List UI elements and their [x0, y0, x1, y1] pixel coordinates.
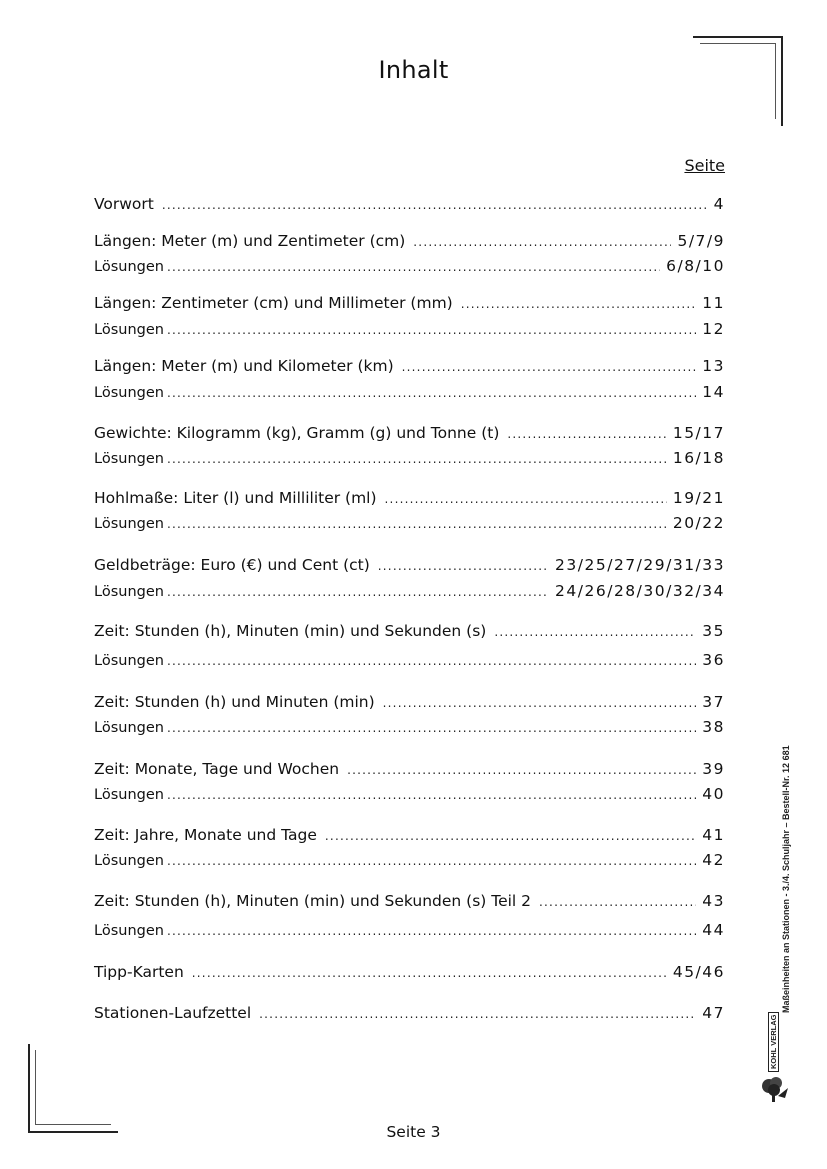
toc-label: Lösungen — [94, 584, 164, 600]
side-order-info: Maßeinheiten an Stationen - 3./4. Schuljahr – Bestell-Nr. 12 681 — [781, 745, 791, 1013]
toc-page: 41 — [702, 826, 725, 844]
toc-leader — [494, 625, 696, 639]
toc-entry[interactable] — [94, 622, 725, 644]
toc-leader — [539, 895, 696, 909]
toc-leader — [325, 829, 696, 843]
toc-page: 39 — [702, 760, 725, 778]
toc-page: 4 — [713, 195, 725, 213]
toc-entry[interactable] — [94, 514, 725, 536]
toc-leader — [413, 235, 671, 249]
toc-page: 23/25/27/29/31/33 — [555, 556, 725, 574]
toc-label: Geldbeträge: Euro (€) und Cent (ct) — [94, 556, 370, 574]
toc-label: Lösungen — [94, 259, 164, 275]
toc-label: Lösungen — [94, 653, 164, 669]
toc-leader — [167, 924, 696, 938]
toc-leader — [167, 854, 696, 868]
toc-label: Lösungen — [94, 385, 164, 401]
toc-label: Lösungen — [94, 322, 164, 338]
toc-entry[interactable] — [94, 383, 725, 405]
toc-entry[interactable] — [94, 582, 725, 604]
page-number: Seite 3 — [386, 1123, 441, 1141]
toc-page: 5/7/9 — [677, 232, 725, 250]
page-title: Inhalt — [378, 56, 449, 84]
toc-label: Lösungen — [94, 451, 164, 467]
toc-leader — [507, 427, 666, 441]
toc-entry[interactable] — [94, 257, 725, 279]
toc-entry[interactable] — [94, 785, 725, 807]
toc-page: 47 — [702, 1004, 725, 1022]
toc-entry[interactable] — [94, 892, 725, 914]
toc-page: 24/26/28/30/32/34 — [555, 582, 725, 600]
toc-leader — [167, 788, 696, 802]
toc-page: 43 — [702, 892, 725, 910]
toc-entry[interactable] — [94, 1004, 725, 1026]
toc-page: 38 — [702, 718, 725, 736]
toc-entry[interactable] — [94, 851, 725, 873]
toc-page: 42 — [702, 851, 725, 869]
toc-leader — [167, 585, 549, 599]
toc-label: Hohlmaße: Liter (l) und Milliliter (ml) — [94, 489, 377, 507]
toc-entry[interactable] — [94, 921, 725, 943]
page-column-header: Seite — [684, 156, 725, 175]
toc-label: Tipp-Karten — [94, 963, 184, 981]
toc-page: 40 — [702, 785, 725, 803]
toc-entry[interactable] — [94, 556, 725, 578]
toc-label: Stationen-Laufzettel — [94, 1004, 252, 1022]
toc-page: 19/21 — [672, 489, 725, 507]
toc-leader — [347, 763, 696, 777]
toc-entry[interactable] — [94, 449, 725, 471]
toc-entry[interactable] — [94, 424, 725, 446]
toc-entry[interactable] — [94, 826, 725, 848]
toc-leader — [383, 696, 697, 710]
toc-label: Zeit: Stunden (h) und Minuten (min) — [94, 693, 375, 711]
toc-leader — [167, 452, 667, 466]
toc-page: 20/22 — [672, 514, 725, 532]
toc-entry[interactable] — [94, 294, 725, 316]
toc-entry[interactable] — [94, 195, 725, 217]
toc-label: Längen: Meter (m) und Zentimeter (cm) — [94, 232, 406, 250]
toc-entry[interactable] — [94, 718, 725, 740]
toc-page: 13 — [702, 357, 725, 375]
toc-leader — [402, 360, 697, 374]
toc-page: 44 — [702, 921, 725, 939]
toc-leader — [167, 654, 696, 668]
toc-entry[interactable] — [94, 357, 725, 379]
toc-entry[interactable] — [94, 320, 725, 342]
toc-label: Zeit: Monate, Tage und Wochen — [94, 760, 340, 778]
toc-leader — [167, 386, 696, 400]
toc-label: Lösungen — [94, 787, 164, 803]
toc-leader — [167, 721, 696, 735]
toc-page: 37 — [702, 693, 725, 711]
toc-label: Längen: Meter (m) und Kilometer (km) — [94, 357, 394, 375]
toc-label: Zeit: Stunden (h), Minuten (min) und Sekunden (s) Teil 2 — [94, 892, 532, 910]
toc-page: 36 — [702, 651, 725, 669]
toc-label: Zeit: Jahre, Monate und Tage — [94, 826, 317, 844]
toc-label: Lösungen — [94, 853, 164, 869]
toc-leader — [259, 1007, 696, 1021]
toc-page: 14 — [702, 383, 725, 401]
publisher-logo-text: KOHL VERLAG — [768, 1012, 779, 1072]
toc-leader — [167, 323, 696, 337]
toc-entry[interactable] — [94, 232, 725, 254]
toc-entry[interactable] — [94, 651, 725, 673]
toc-page: 6/8/10 — [666, 257, 725, 275]
toc-leader — [162, 198, 708, 212]
toc-page: 35 — [702, 622, 725, 640]
toc-leader — [167, 517, 667, 531]
toc-label: Lösungen — [94, 720, 164, 736]
toc-leader — [192, 966, 667, 980]
toc-label: Lösungen — [94, 923, 164, 939]
toc-label: Gewichte: Kilogramm (kg), Gramm (g) und Tonne (t) — [94, 424, 500, 442]
toc-entry[interactable] — [94, 963, 725, 985]
toc-label: Längen: Zentimeter (cm) und Millimeter (mm) — [94, 294, 453, 312]
toc-leader — [378, 559, 549, 573]
toc-entry[interactable] — [94, 760, 725, 782]
publisher-tree-icon — [758, 1074, 792, 1104]
toc-label: Zeit: Stunden (h), Minuten (min) und Sekunden (s) — [94, 622, 487, 640]
toc-label: Lösungen — [94, 516, 164, 532]
toc-leader — [385, 492, 667, 506]
toc-page: 12 — [702, 320, 725, 338]
toc-page: 45/46 — [672, 963, 725, 981]
toc-page: 11 — [702, 294, 725, 312]
toc-page: 16/18 — [672, 449, 725, 467]
toc-page: 15/17 — [672, 424, 725, 442]
toc-entry[interactable] — [94, 693, 725, 715]
toc-entry[interactable] — [94, 489, 725, 511]
toc-leader — [167, 260, 660, 274]
toc-label: Vorwort — [94, 195, 154, 213]
toc-leader — [461, 297, 697, 311]
